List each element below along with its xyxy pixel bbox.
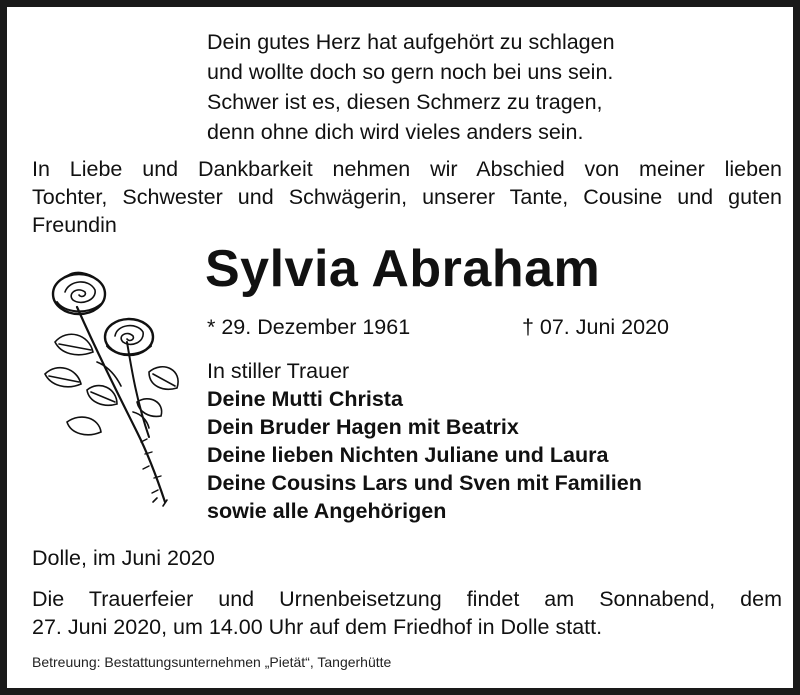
intro-line: Tochter, Schwester und Schwägerin, unserer Tante, Cousine und guten: [32, 185, 782, 209]
intro-line: Freundin: [32, 213, 117, 237]
ceremony-info: [32, 585, 782, 641]
intro-text: [32, 155, 782, 239]
birth-date: * 29. Dezember 1961: [207, 315, 411, 339]
roses-illustration: [37, 262, 187, 512]
poem-line: und wollte doch so gern noch bei uns sein.: [207, 60, 614, 84]
poem-line: Schwer ist es, diesen Schmerz zu tragen,: [207, 90, 603, 114]
mourners-block: [207, 357, 767, 525]
mourner-entry: sowie alle Angehörigen: [207, 499, 447, 523]
deceased-name: Sylvia Abraham: [205, 240, 601, 298]
poem-line: denn ohne dich wird vieles anders sein.: [207, 120, 584, 144]
death-date: † 07. Juni 2020: [521, 315, 669, 339]
life-dates: [207, 313, 669, 341]
ceremony-line: Die Trauerfeier und Urnenbeisetzung findet am Sonnabend, dem: [32, 587, 782, 611]
ceremony-line: 27. Juni 2020, um 14.00 Uhr auf dem Friedhof in Dolle statt.: [32, 615, 603, 639]
intro-line: In Liebe und Dankbarkeit nehmen wir Abschied von meiner lieben: [32, 157, 782, 181]
mourners-heading: In stiller Trauer: [207, 359, 350, 383]
mourner-entry: Deine lieben Nichten Juliane und Laura: [207, 443, 609, 467]
poem: [207, 27, 687, 147]
mourner-entry: Dein Bruder Hagen mit Beatrix: [207, 415, 519, 439]
mourner-entry: Deine Cousins Lars und Sven mit Familien: [207, 471, 642, 495]
poem-line: Dein gutes Herz hat aufgehört zu schlagen: [207, 30, 615, 54]
place-date: Dolle, im Juni 2020: [32, 546, 215, 570]
funeral-home-credit: Betreuung: Bestattungsunternehmen „Pietät“, Tangerhütte: [32, 654, 392, 670]
mourner-entry: Deine Mutti Christa: [207, 387, 403, 411]
